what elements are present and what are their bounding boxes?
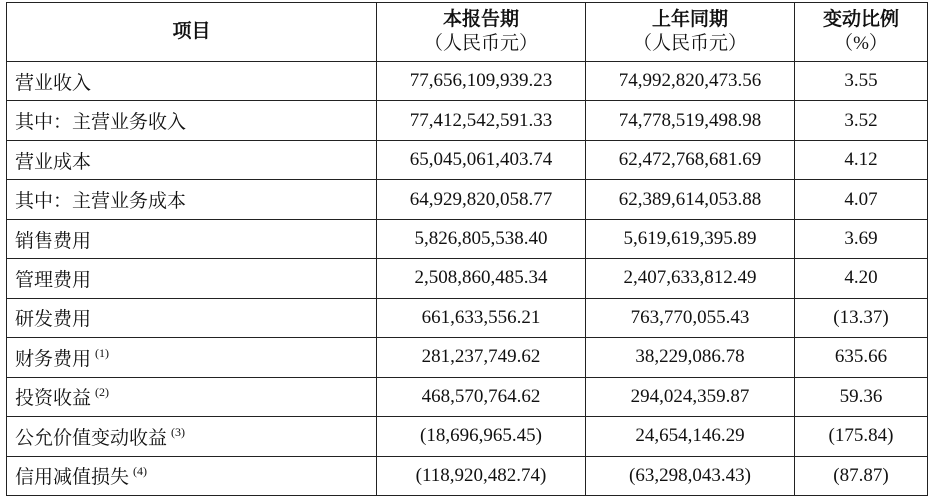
header-change-ratio — [795, 3, 928, 62]
footnote-marker: (4) — [133, 464, 148, 479]
row-current-value-text: 64,929,820,058.77 — [409, 188, 553, 210]
row-change-ratio — [795, 140, 928, 179]
row-change-ratio-text: (175.84) — [828, 425, 894, 447]
row-prior-value-text: 763,770,055.43 — [630, 306, 750, 328]
row-item-text: 其中：主营业务收入 — [15, 112, 187, 134]
row-prior-value — [586, 140, 795, 179]
header-unit: （人民币元） — [632, 33, 747, 54]
header-title: 变动比例 — [822, 9, 899, 30]
row-current-value — [377, 456, 586, 495]
row-change-ratio — [795, 417, 928, 456]
row-current-value — [377, 101, 586, 140]
row-prior-value-text: 24,654,146.29 — [635, 425, 745, 447]
row-current-value-text: 77,412,542,591.33 — [409, 109, 553, 131]
table-row — [7, 219, 928, 258]
row-item-text: 信用减值损失 — [15, 467, 130, 489]
table-row — [7, 180, 928, 219]
row-item — [7, 62, 377, 101]
table-row — [7, 62, 928, 101]
row-current-value-text: (118,920,482.74) — [415, 464, 547, 486]
row-item-text: 研发费用 — [15, 309, 92, 331]
row-current-value-text: 5,826,805,538.40 — [414, 228, 548, 250]
table-body — [7, 62, 928, 496]
row-change-ratio — [795, 298, 928, 337]
row-prior-value — [586, 377, 795, 416]
row-change-ratio — [795, 259, 928, 298]
header-current-period — [377, 3, 586, 62]
row-item — [7, 456, 377, 495]
row-prior-value — [586, 298, 795, 337]
row-current-value — [377, 417, 586, 456]
row-item-text: 其中：主营业务成本 — [15, 191, 187, 213]
row-prior-value — [586, 101, 795, 140]
row-change-ratio — [795, 180, 928, 219]
table-row — [7, 101, 928, 140]
row-change-ratio — [795, 62, 928, 101]
row-prior-value — [586, 219, 795, 258]
row-prior-value-text: 2,407,633,812.49 — [623, 267, 757, 289]
row-current-value — [377, 298, 586, 337]
footnote-marker: (1) — [95, 345, 110, 360]
table-row — [7, 259, 928, 298]
table-row — [7, 377, 928, 416]
header-title: 项目 — [172, 21, 211, 42]
footnote-marker: (3) — [171, 424, 186, 439]
row-item — [7, 101, 377, 140]
row-current-value — [377, 62, 586, 101]
row-change-ratio-text: 4.07 — [844, 188, 878, 210]
row-current-value — [377, 377, 586, 416]
row-prior-value — [586, 62, 795, 101]
row-current-value-text: 77,656,109,939.23 — [409, 70, 553, 92]
row-current-value-text: 65,045,061,403.74 — [409, 149, 553, 171]
header-item — [7, 3, 377, 62]
row-change-ratio-text: 3.69 — [844, 228, 878, 250]
row-prior-value-text: 38,229,086.78 — [635, 346, 745, 368]
header-unit: （%） — [834, 33, 888, 54]
row-item — [7, 377, 377, 416]
row-item-text: 管理费用 — [15, 269, 92, 291]
table-row — [7, 338, 928, 377]
row-current-value-text: 661,633,556.21 — [421, 306, 541, 328]
row-change-ratio-text: 4.20 — [844, 267, 878, 289]
row-item-text: 销售费用 — [15, 230, 92, 252]
row-change-ratio — [795, 101, 928, 140]
row-item — [7, 259, 377, 298]
row-item-text: 营业成本 — [15, 151, 92, 173]
row-change-ratio-text: 59.36 — [839, 385, 883, 407]
row-prior-value — [586, 259, 795, 298]
row-change-ratio-text: 3.55 — [844, 70, 878, 92]
row-current-value-text: (18,696,965.45) — [420, 425, 542, 447]
row-prior-value-text: 74,992,820,473.56 — [618, 70, 762, 92]
row-prior-value-text: 294,024,359.87 — [630, 385, 750, 407]
row-current-value — [377, 140, 586, 179]
row-change-ratio-text: 3.52 — [844, 109, 878, 131]
table-row — [7, 298, 928, 337]
header-title: 上年同期 — [651, 9, 728, 30]
row-change-ratio — [795, 456, 928, 495]
row-change-ratio — [795, 219, 928, 258]
row-current-value — [377, 338, 586, 377]
row-prior-value-text: 74,778,519,498.98 — [618, 109, 762, 131]
row-change-ratio — [795, 377, 928, 416]
row-prior-value — [586, 456, 795, 495]
row-change-ratio — [795, 338, 928, 377]
row-item — [7, 180, 377, 219]
row-prior-value-text: 62,389,614,053.88 — [618, 188, 762, 210]
header-unit: （人民币元） — [423, 33, 538, 54]
row-change-ratio-text: (13.37) — [833, 306, 889, 328]
row-prior-value-text: (63,298,043.43) — [629, 464, 751, 486]
row-item — [7, 219, 377, 258]
row-prior-value-text: 62,472,768,681.69 — [618, 149, 762, 171]
row-change-ratio-text: 635.66 — [834, 346, 888, 368]
row-prior-value — [586, 417, 795, 456]
header-prior-period — [586, 3, 795, 62]
row-item-text: 财务费用 — [15, 348, 92, 370]
row-prior-value — [586, 338, 795, 377]
header-title: 本报告期 — [442, 9, 519, 30]
row-item — [7, 140, 377, 179]
row-prior-value — [586, 180, 795, 219]
header-row — [7, 3, 928, 62]
row-current-value-text: 2,508,860,485.34 — [414, 267, 548, 289]
row-prior-value-text: 5,619,619,395.89 — [623, 228, 757, 250]
row-current-value-text: 281,237,749.62 — [421, 346, 541, 368]
row-item — [7, 338, 377, 377]
income-statement-table — [6, 2, 928, 496]
table-row — [7, 417, 928, 456]
footnote-marker: (2) — [95, 385, 110, 400]
row-current-value — [377, 219, 586, 258]
row-change-ratio-text: (87.87) — [833, 464, 889, 486]
row-item-text: 投资收益 — [15, 388, 92, 410]
row-item-text: 营业收入 — [15, 72, 92, 94]
row-item — [7, 298, 377, 337]
row-current-value — [377, 180, 586, 219]
table-row — [7, 140, 928, 179]
row-change-ratio-text: 4.12 — [844, 149, 878, 171]
row-current-value-text: 468,570,764.62 — [421, 385, 541, 407]
row-item-text: 公允价值变动收益 — [15, 427, 168, 449]
row-item — [7, 417, 377, 456]
row-current-value — [377, 259, 586, 298]
table-row — [7, 456, 928, 495]
